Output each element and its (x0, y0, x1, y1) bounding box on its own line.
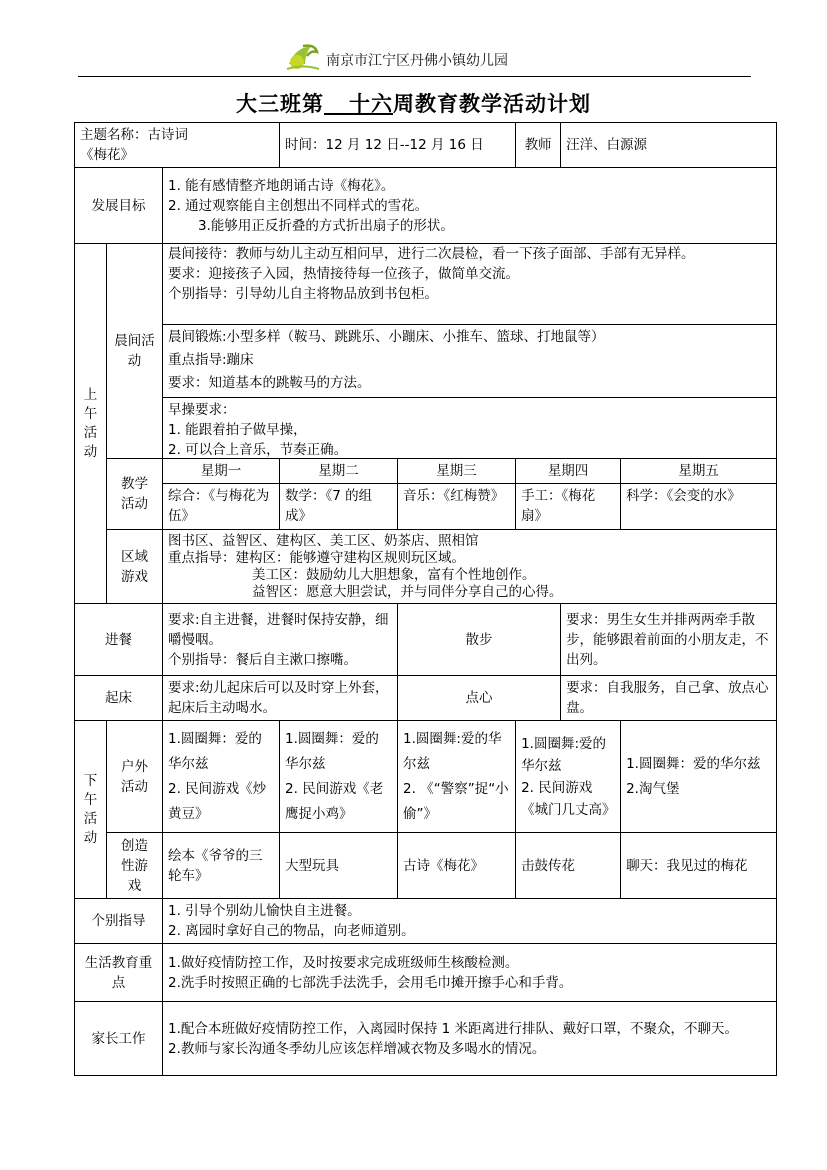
reception-line: 晨间接待：教师与幼儿主动互相问早，进行二次晨检，看一下孩子面部、手部有无异样。 (168, 246, 695, 262)
snack-content: 要求：自我服务，自己拿、放点心盘。 (561, 676, 777, 721)
early-activity-row (75, 244, 777, 459)
morning-section-label (75, 244, 107, 604)
area-line: 益智区：愿意大胆尝试，并与同伴分享自己的心得。 (252, 583, 563, 600)
creative-item: 古诗《梅花》 (398, 833, 516, 899)
page-title (0, 88, 827, 118)
parents-row (75, 1002, 777, 1076)
plan-table (74, 122, 777, 1076)
theme-cell (75, 123, 280, 168)
meal-line: 个别指导：餐后自主漱口擦嘴。 (168, 651, 357, 668)
meal-label: 进餐 (75, 604, 163, 676)
header-divider (78, 76, 751, 77)
meal-content (163, 604, 398, 676)
parents-label: 家长工作 (75, 1002, 163, 1076)
creative-item: 绘本《爷爷的三轮车》 (163, 833, 280, 899)
afternoon-section-label (75, 721, 107, 899)
afternoon-label-text: 下午活动 (83, 772, 98, 846)
snack-label: 点心 (398, 676, 561, 721)
creative-label (107, 833, 163, 899)
outdoor-label (107, 721, 163, 833)
life-row (75, 944, 777, 1002)
outdoor-label-text: 户外活动 (121, 758, 148, 795)
goal-item: 3.能够用正反折叠的方式折出扇子的形状。 (198, 217, 454, 234)
page-header (78, 40, 751, 76)
teaching-item: 音乐：《红梅赞》 (398, 484, 516, 530)
parents-line: 1.配合本班做好疫情防控工作，入离园时保持 1 米距离进行排队、戴好口罩，不聚众，不聊天。 (168, 1020, 739, 1037)
early-activity-content (163, 244, 777, 459)
outdoor-line: 1.圆圈舞:爱的华尔兹 (403, 730, 502, 772)
teacher-label: 教师 (516, 123, 561, 168)
outdoor-item (163, 721, 280, 833)
title-suffix: 周教育教学活动计划 (392, 91, 591, 116)
reception-block (163, 244, 776, 324)
teaching-item: 科学：《会变的水》 (621, 484, 777, 530)
wake-content: 要求:幼儿起床后可以及时穿上外套，起床后主动喝水。 (163, 676, 398, 721)
teaching-label (107, 459, 163, 530)
outdoor-line: 2.淘气堡 (626, 780, 680, 797)
goals-content (163, 168, 777, 244)
weekday-header: 星期四 (516, 459, 621, 484)
teaching-item: 手工：《梅花扇》 (516, 484, 621, 530)
outdoor-item (621, 721, 777, 833)
school-logo-icon (285, 42, 321, 72)
outdoor-line: 2. 民间游戏《城门几丈高》 (521, 779, 616, 818)
title-week-value: 十六 (348, 91, 393, 116)
walk-label: 散步 (398, 604, 561, 676)
morning-exercise-line: 1. 能跟着拍子做早操， (168, 422, 307, 438)
outdoor-line: 1.圆圈舞：爱的华尔兹 (285, 730, 379, 772)
individual-line: 2. 离园时拿好自己的物品，向老师道别。 (168, 923, 415, 939)
weekday-header: 星期二 (280, 459, 398, 484)
morning-exercise-block (163, 397, 776, 458)
exercise-line: 晨间锻炼:小型多样（鞍马、跳跳乐、小蹦床、小推车、篮球、打地鼠等） (168, 329, 605, 345)
teaching-item: 综合：《与梅花为伍》 (163, 484, 280, 530)
reception-line: 要求：迎接孩子入园，热情接待每一位孩子，做简单交流。 (168, 266, 519, 282)
life-label-text: 生活教育重点 (84, 954, 153, 991)
weekday-row (75, 459, 777, 484)
life-line: 1.做好疫情防控工作，及时按要求完成班级师生核酸检测。 (168, 954, 519, 971)
theme-label: 主题名称：古诗词 (80, 127, 188, 143)
parents-content (163, 1002, 777, 1076)
creative-item: 聊天：我见过的梅花 (621, 833, 777, 899)
weekday-header: 星期五 (621, 459, 777, 484)
meal-row (75, 604, 777, 676)
area-line: 美工区：鼓励幼儿大胆想象，富有个性地创作。 (252, 566, 536, 583)
teacher-names: 汪洋、白源源 (561, 123, 777, 168)
outdoor-line: 2. 民间游戏《炒黄豆》 (168, 780, 267, 822)
outdoor-line: 2. 《“警察”捉“小偷”》 (403, 780, 509, 822)
creative-row (75, 833, 777, 899)
creative-label-text: 创造性游戏 (121, 837, 148, 894)
early-activity-label: 晨间活动 (107, 244, 163, 459)
outdoor-row (75, 721, 777, 833)
individual-content (163, 899, 777, 944)
outdoor-item (398, 721, 516, 833)
goals-row (75, 168, 777, 244)
reception-line: 个别指导：引导幼儿自主将物品放到书包柜。 (168, 286, 438, 302)
life-content (163, 944, 777, 1002)
individual-label: 个别指导 (75, 899, 163, 944)
walk-content: 要求：男生女生并排两两牵手散步，能够跟着前面的小朋友走，不出列。 (561, 604, 777, 676)
life-label (75, 944, 163, 1002)
life-line: 2.洗手时按照正确的七部洗手法洗手，会用毛巾摊开擦手心和手背。 (168, 974, 573, 991)
area-line: 图书区、益智区、建构区、美工区、奶茶店、照相馆 (168, 532, 479, 549)
area-content (163, 530, 777, 604)
weekday-header: 星期三 (398, 459, 516, 484)
outdoor-line: 1.圆圈舞:爱的华尔兹 (521, 735, 606, 774)
outdoor-item (280, 721, 398, 833)
school-name: 南京市江宁区丹佛小镇幼儿园 (326, 53, 508, 69)
area-label-text: 区域游戏 (121, 548, 148, 585)
wake-row (75, 676, 777, 721)
creative-item: 大型玩具 (280, 833, 398, 899)
morning-label-text: 上午活动 (83, 386, 98, 460)
exercise-block (163, 324, 776, 397)
time-cell: 时间：12 月 12 日--12 月 16 日 (280, 123, 516, 168)
goals-label: 发展目标 (75, 168, 163, 244)
info-row (75, 123, 777, 168)
meal-line: 要求:自主进餐，进餐时保持安静，细嚼慢咽。 (168, 611, 389, 648)
teaching-item: 数学：《7 的组成》 (280, 484, 398, 530)
morning-exercise-line: 2. 可以合上音乐，节奏正确。 (168, 442, 348, 458)
area-row (75, 530, 777, 604)
title-week (324, 88, 393, 118)
exercise-line: 要求：知道基本的跳鞍马的方法。 (168, 375, 371, 391)
creative-item: 击鼓传花 (516, 833, 621, 899)
individual-row (75, 899, 777, 944)
parents-line: 2.教师与家长沟通冬季幼儿应该怎样增减衣物及多喝水的情况。 (168, 1040, 546, 1057)
area-label (107, 530, 163, 604)
outdoor-item (516, 721, 621, 833)
teaching-label-text: 教学活动 (121, 476, 148, 512)
exercise-line: 重点指导:蹦床 (168, 352, 254, 368)
goal-item: 2. 通过观察能自主创想出不同样式的雪花。 (168, 197, 429, 214)
theme-name: 《梅花》 (80, 147, 134, 163)
outdoor-line: 2. 民间游戏《老鹰捉小鸡》 (285, 780, 384, 822)
title-prefix: 大三班第 (236, 91, 325, 116)
teaching-row (75, 484, 777, 530)
goal-item: 1. 能有感情整齐地朗诵古诗《梅花》。 (168, 177, 395, 194)
outdoor-line: 1.圆圈舞：爱的华尔兹 (626, 755, 761, 772)
outdoor-line: 1.圆圈舞：爱的华尔兹 (168, 730, 262, 772)
area-line: 重点指导：建构区：能够遵守建构区规则玩区域。 (168, 549, 465, 566)
individual-line: 1. 引导个别幼儿愉快自主进餐。 (168, 903, 361, 919)
weekday-header: 星期一 (163, 459, 280, 484)
morning-exercise-line: 早操要求： (168, 402, 236, 418)
wake-label: 起床 (75, 676, 163, 721)
